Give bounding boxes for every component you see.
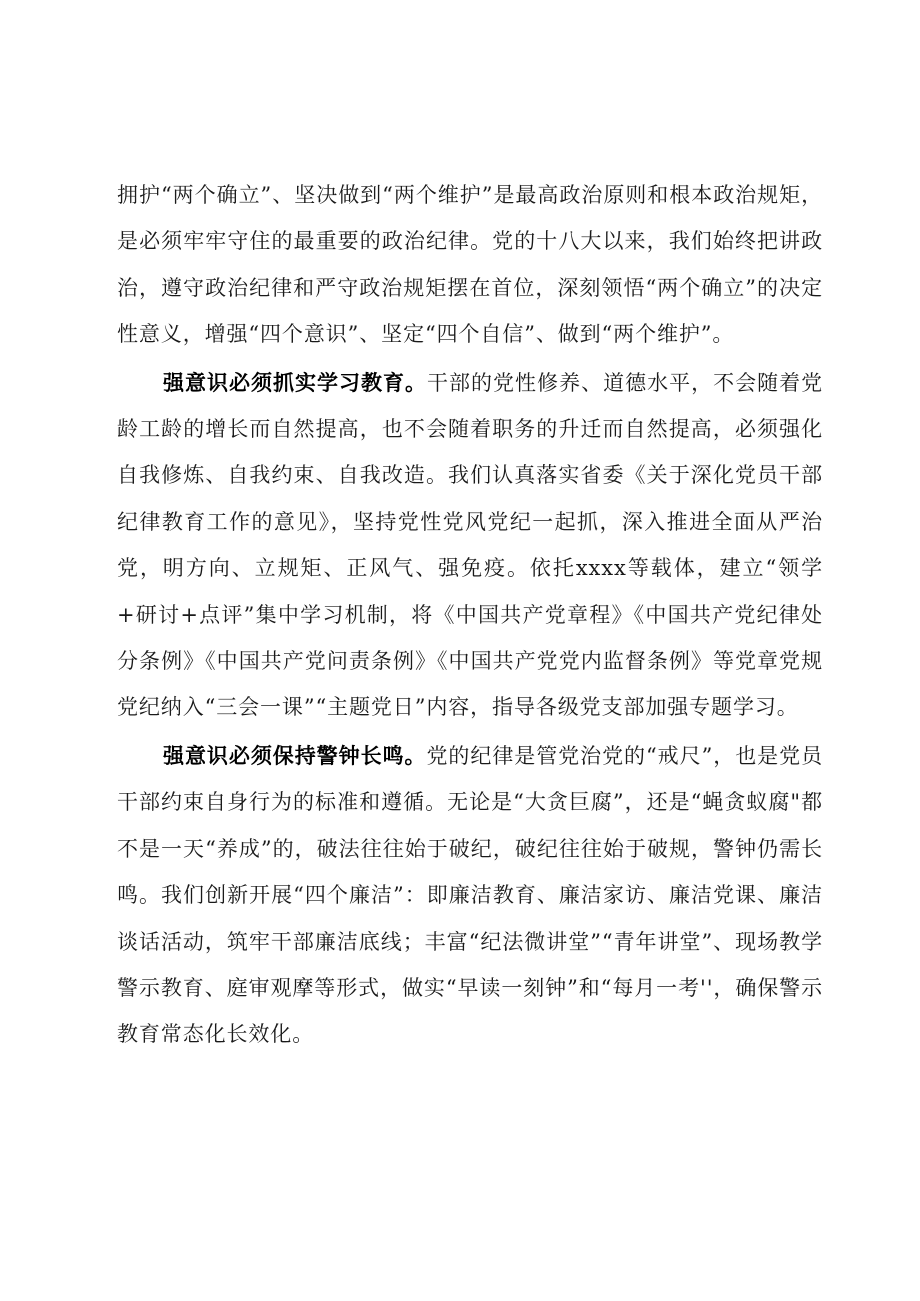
paragraph-text: 党的纪律是管党治党的“戒尺”，也是党员干部约束自身行为的标准和遵循。无论是“大贪巨腐”，还是“蝇贪蚁腐"都不是一天“养成”的，破法往往始于破纪，破纪往往始于破规，警钟仍需长鸣。我们创新开展“四个廉洁”：即廉洁教育、廉洁家访、廉洁党课、廉洁谈话活动，筑牢干部廉洁底线；丰富“纪法微讲堂”“青年讲堂”、现场教学警示教育、庭审观摩等形式，做实“早读一刻钟”和“每月一考''，确保警示教育常态化长效化。 bbox=[117, 743, 823, 1047]
paragraph-lead: 强意识必须保持警钟长鸣。 bbox=[163, 742, 427, 768]
document-body bbox=[117, 172, 823, 1060]
paragraph-political-discipline bbox=[117, 172, 823, 358]
paragraph-text: 干部的党性修养、道德水平，不会随着党龄工龄的增长而自然提高，也不会随着职务的升迁而自然提高，必须强化自我修炼、自我约束、自我改造。我们认真落实省委《关于深化党员干部纪律教育工作的意见》，坚持党性党风党纪一起抓，深入推进全面从严治党，明方向、立规矩、正风气、强免疫。依托xxxx等载体，建立“领学+研讨+点评”集中学习机制，将《中国共产党章程》《中国共产党纪律处分条例》《中国共产党问责条例》《中国共产党党内监督条例》等党章党规党纪纳入“三会一课”“主题党日”内容，指导各级党支部加强专题学习。 bbox=[117, 370, 823, 720]
paragraph-warning-bell bbox=[117, 733, 823, 1058]
paragraph-lead: 强意识必须抓实学习教育。 bbox=[163, 369, 428, 395]
paragraph-study-education bbox=[117, 360, 823, 731]
paragraph-text: 拥护“两个确立”、坚决做到“两个维护”是最高政治原则和根本政治规矩，是必须牢牢守住的最重要的政治纪律。党的十八大以来，我们始终把讲政治，遵守政治纪律和严守政治规矩摆在首位，深刻领悟“两个确立”的决定性意义，增强“四个意识”、坚定“四个自信”、做到“两个维护”。 bbox=[117, 183, 823, 347]
